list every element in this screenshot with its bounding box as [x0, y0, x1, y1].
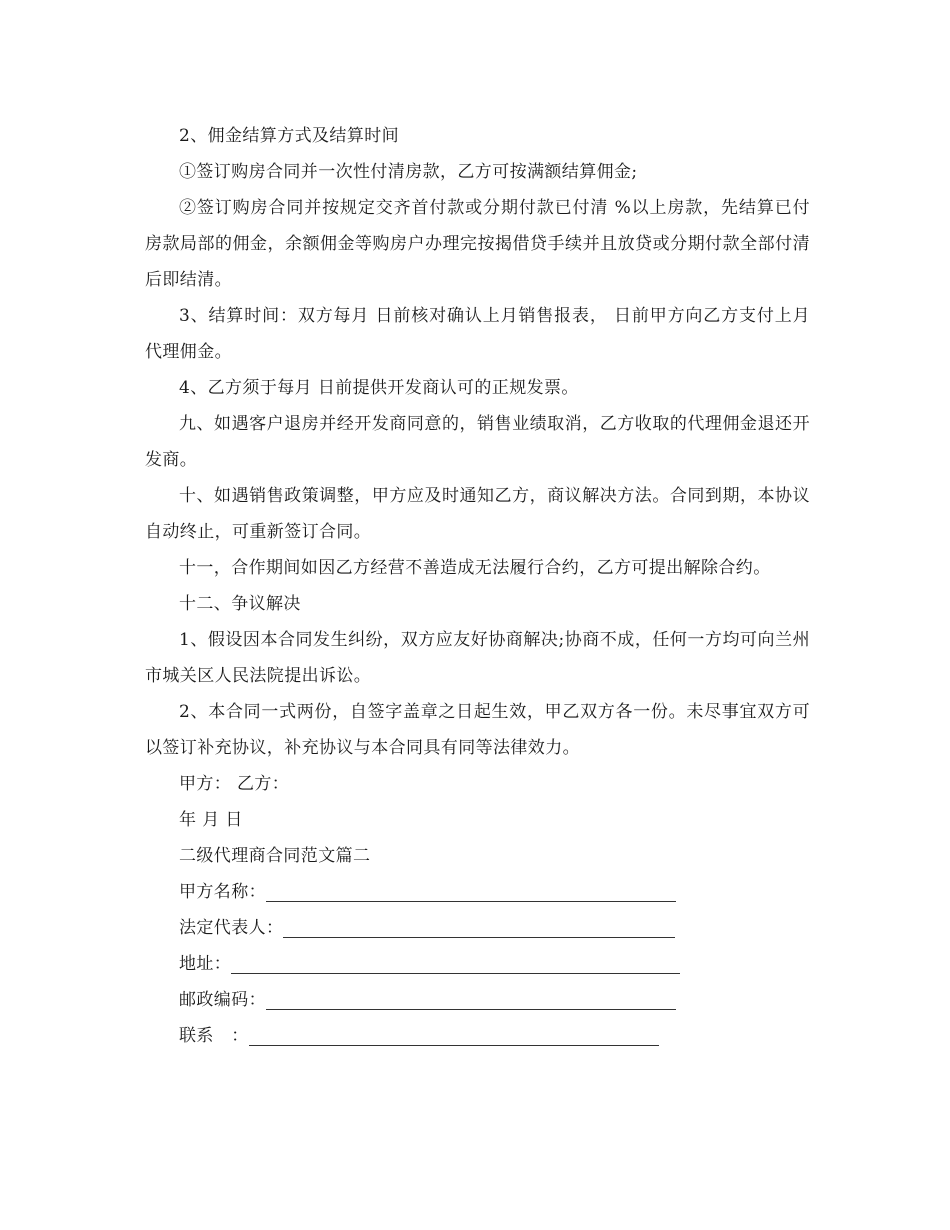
section-heading: 2、佣金结算方式及结算时间	[179, 126, 400, 146]
section-heading: 十二、争议解决	[179, 594, 301, 614]
paragraph: ②签订购房合同并按规定交齐首付款或分期付款已付清 %以上房款，先结算已付房款局部的佣金，余额佣金等购房户办理完按揭借贷手续并且放贷或分期付款全部付清后即结清。	[145, 198, 810, 290]
clause-ten: 十、如遇销售政策调整，甲方应及时通知乙方，商议解决方法。合同到期，本协议自动终止，可重新签订合同。	[145, 486, 810, 542]
field-label: 联系 ：	[179, 1026, 249, 1046]
paragraph: 2、本合同一式两份，自签字盖章之日起生效，甲乙双方各一份。未尽事宜双方可以签订补充协议，补充协议与本合同具有同等法律效力。	[145, 702, 810, 758]
form-field-party-a-name	[145, 874, 810, 910]
clause-eleven: 十一，合作期间如因乙方经营不善造成无法履行合约，乙方可提出解除合约。	[179, 558, 771, 578]
fill-in-blank	[266, 1008, 676, 1010]
form-field-contact	[145, 1018, 810, 1054]
fill-in-blank	[283, 936, 675, 938]
field-label: 地址：	[179, 954, 232, 974]
fill-in-blank	[249, 1044, 659, 1046]
form-field-postal-code	[145, 982, 810, 1018]
document-subtitle: 二级代理商合同范文篇二	[179, 846, 371, 866]
document-body	[145, 118, 810, 1054]
field-label: 邮政编码：	[179, 990, 266, 1010]
form-field-address	[145, 946, 810, 982]
signature-date: 年 月 日	[179, 810, 243, 830]
form-field-legal-representative	[145, 910, 810, 946]
paragraph: 4、乙方须于每月 日前提供开发商认可的正规发票。	[179, 378, 579, 398]
field-label: 法定代表人：	[179, 918, 284, 938]
field-label: 甲方名称：	[179, 882, 266, 902]
clause-nine: 九、如遇客户退房并经开发商同意的，销售业绩取消，乙方收取的代理佣金退还开发商。	[145, 414, 810, 470]
paragraph: 1、假设因本合同发生纠纷，双方应友好协商解决;协商不成，任何一方均可向兰州市城关区人民法院提出诉讼。	[145, 630, 810, 686]
fill-in-blank	[266, 900, 676, 902]
fill-in-blank	[231, 972, 680, 974]
signature-parties: 甲方： 乙方：	[179, 774, 290, 794]
paragraph: ①签订购房合同并一次性付清房款，乙方可按满额结算佣金;	[179, 162, 638, 182]
paragraph: 3、结算时间：双方每月 日前核对确认上月销售报表， 日前甲方向乙方支付上月代理佣金。	[145, 306, 810, 362]
